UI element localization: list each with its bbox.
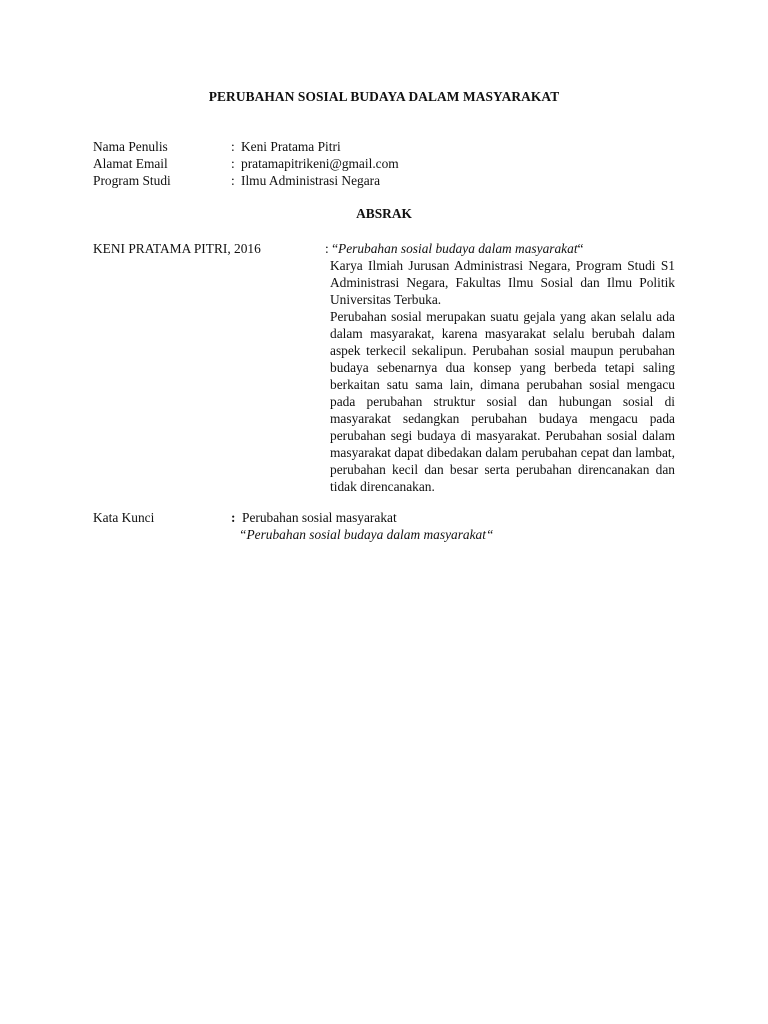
abstract-body (330, 257, 675, 495)
page-title: PERUBAHAN SOSIAL BUDAYA DALAM MASYARAKAT (208, 89, 560, 104)
meta-separator: : (231, 156, 235, 171)
meta-value: pratamapitrikeni@gmail.com (241, 156, 399, 171)
abstract-title: Perubahan sosial budaya dalam masyarakat (338, 241, 578, 256)
meta-value: Ilmu Administrasi Negara (241, 173, 381, 188)
keywords-separator: : (231, 510, 236, 525)
meta-label: Nama Penulis (93, 139, 168, 154)
meta-separator: : (231, 139, 235, 154)
meta-separator: : (231, 173, 235, 188)
meta-label: Alamat Email (93, 156, 168, 171)
abstract-title-close-quote: “ (577, 241, 584, 256)
author-year: KENI PRATAMA PITRI, 2016 (93, 241, 261, 256)
abstract-paragraph: Perubahan sosial merupakan suatu gejala yang akan selalu ada dalam masyarakat, karena masyarakat selalu berubah dalam aspek terkecil sekalipun. Perubahan sosial maupun perubahan budaya sebenarnya dua konsep yang berbeda tetapi saling berkaitan satu sama lain, dimana perubahan sosial mengacu pada perubahan struktur sosial dan hubungan sosial di masyarakat sedangkan perubahan budaya mengacu pada perubahan segi budaya di masyarakat. Perubahan sosial dalam masyarakat dapat dibedakan dalam perubahan cepat dan lambat, perubahan kecil dan besar serta perubahan direncanakan dan tidak direncanakan. (330, 309, 675, 494)
meta-label: Program Studi (93, 173, 171, 188)
keywords-quote: “Perubahan sosial budaya dalam masyarakat“ (239, 527, 494, 542)
abstract-heading: ABSRAK (356, 206, 412, 221)
abstract-title-line (325, 240, 584, 257)
abstract-title-separator: : “ (325, 241, 339, 256)
keywords-label: Kata Kunci (93, 510, 155, 525)
meta-value: Keni Pratama Pitri (241, 139, 341, 154)
keywords-value: Perubahan sosial masyarakat (242, 510, 397, 525)
abstract-paragraph: Karya Ilmiah Jurusan Administrasi Negara, Program Studi S1 Administrasi Negara, Fakultas Ilmu Sosial dan Ilmu Politik Universitas Terbuka. (330, 258, 675, 307)
